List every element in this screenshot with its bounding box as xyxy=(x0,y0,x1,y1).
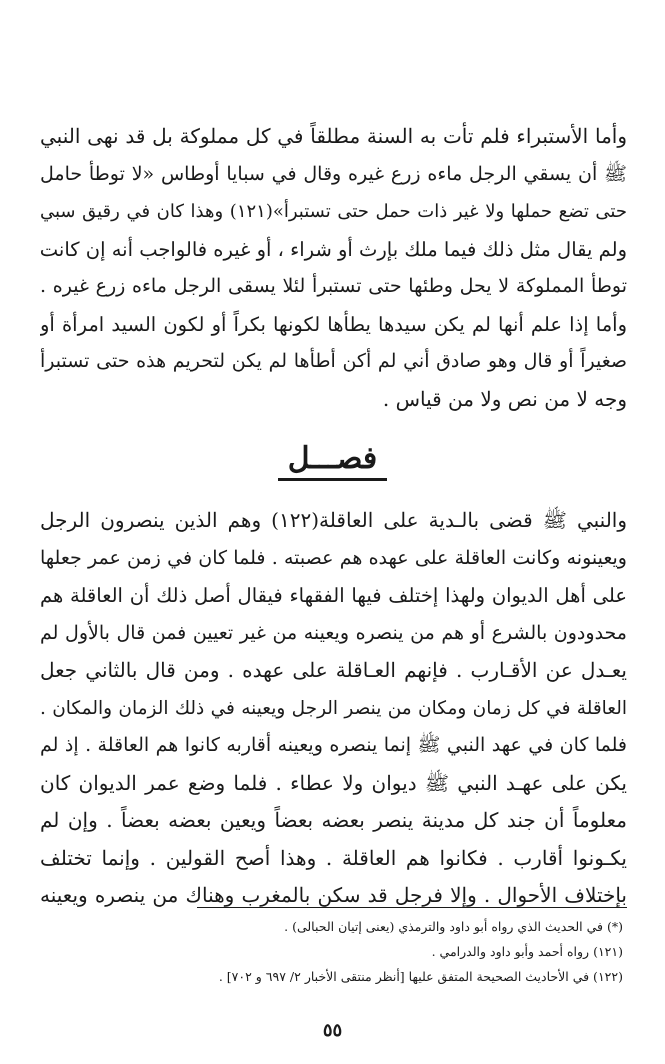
text-line: يكن على عهـد النبي ﷺ ديوان ولا عطاء . فلما وضع عمر الديوان كان xyxy=(40,770,627,795)
text-line: ويعينونه وكانت العاقلة على عهده هم عصبته . فلما كان في زمن عمر جعلها xyxy=(40,546,627,569)
text-line: محدودون بالشرع أو هم من ينصره ويعينه من غير تعيين فمن قال بالأول لم xyxy=(40,621,627,644)
text-line: صغيراً أو قال وهو صادق أني لم أكن أطأها لم يكن لتحريم هذه حتى تستبرأ xyxy=(40,350,627,372)
text-line: ولم يقال مثل ذلك فيما ملك بإرث أو شراء ، أو غيره فالواجب أنه إن كانت xyxy=(40,237,627,261)
section-heading xyxy=(0,440,665,481)
text-line: توطأ المملوكة لا يحل وطئها حتى تستبرأ لئلا يسقى الرجل ماءه زرع غيره . xyxy=(40,275,627,297)
text-line: حتى تضع حملها ولا غير ذات حمل حتى تستبرأ»(١٢١) وهذا كان في رقيق سبي xyxy=(40,201,627,222)
text-line: والنبي ﷺ قضى بالـدية على العاقلة(١٢٢) وهم الذين ينصرون الرجل xyxy=(40,508,627,532)
section-title: فصـــل xyxy=(278,440,387,481)
text-line: معلوماً أن جند كل مدينة ينصر بعضه بعضاً ويعين بعضه بعضاً . وإن لم xyxy=(40,808,627,832)
footnote: (*) في الحديث الذي رواه أبو داود والترمذي (يعنى إتيان الحبالى) . xyxy=(284,919,623,934)
text-line: وأما الأستبراء فلم تأت به السنة مطلقاً في كل مملوكة بل قد نهى النبي xyxy=(40,124,627,148)
text-line: يعـدل عن الأقـارب . فإنهم العـاقلة على عهده . ومن قال بالثاني جعل xyxy=(40,658,627,682)
text-line: فلما كان في عهد النبي ﷺ إنما ينصره ويعينه أقاربه كانوا هم العاقلة . إذ لم xyxy=(40,734,627,756)
footnote: (١٢٢) في الأحاديث الصحيحة المتفق عليها [أنظر منتقى الأخبار ٢/ ٦٩٧ و ٧٠٢] . xyxy=(218,969,623,984)
paragraph-istibra xyxy=(40,118,627,418)
text-line: على أهل الديوان ولهذا إختلف فيها الفقهاء فيقال أصل ذلك أن العاقلة هم xyxy=(40,584,627,607)
paragraph-aqila xyxy=(40,502,627,915)
footnotes xyxy=(40,914,623,989)
footnote-divider xyxy=(197,907,627,908)
text-line: ﷺ أن يسقي الرجل ماءه زرع غيره وقال في سبايا أوطاس «لا توطأ حامل xyxy=(40,162,627,185)
footnote: (١٢١) رواه أحمد وأبو داود والدرامي . xyxy=(431,944,623,959)
text-line: وأما إذا علم أنها لم يكن سيدها يطأها لكونها بكراً أو لكون السيد امرأة أو xyxy=(40,312,627,336)
text-line: العاقلة في كل زمان ومكان من ينصر الرجل ويعينه في ذلك الزمان والمكان . xyxy=(40,697,627,719)
text-line: يكـونوا أقارب . فكانوا هم العاقلة . وهذا أصح القولين . وإنما تختلف xyxy=(40,845,627,870)
text-line: بإختلاف الأحوال . وإلا فرجل قد سكن بالمغرب وهناك من ينصره ويعينه xyxy=(40,883,627,907)
page-number: ٥٥ xyxy=(322,1020,343,1041)
text-line: وجه لا من نص ولا من قياس . xyxy=(382,386,627,411)
